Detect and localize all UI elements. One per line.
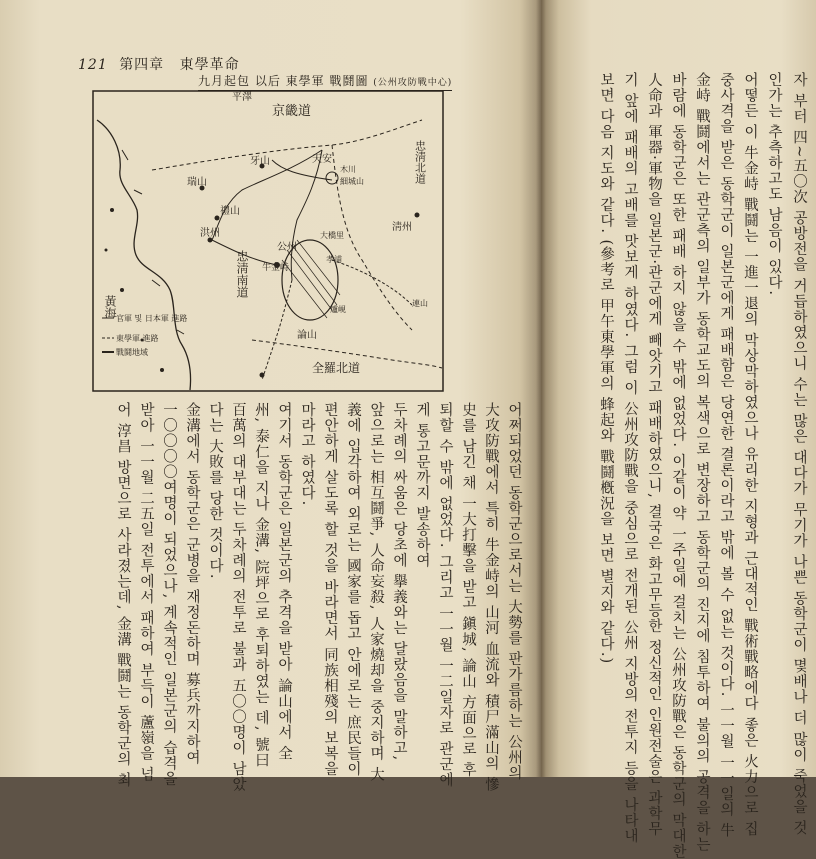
map-place-cheonan: 天安 [312, 154, 332, 165]
map-place-mokcheon: 木川 [340, 165, 356, 174]
page-number: 121 [78, 57, 108, 73]
battle-map [92, 90, 444, 392]
text-column: 인가는 추측하고도 남음이 있다. [766, 72, 782, 296]
text-column: 마라고 하였다. [299, 402, 315, 507]
map-title [198, 72, 452, 91]
text-column: 義에 입각하여 외로는 國家를 돕고 안에로는 庶民들이 [345, 402, 361, 777]
map-region-chungbuk: 忠淸北道 [413, 140, 427, 184]
text-column: 州, 泰仁을 지나 金溝, 院坪으로 후퇴하였는 데, 號曰 [253, 402, 269, 769]
map-place-cheongju: 淸州 [392, 222, 412, 233]
map-region-yellow-sea: 黃海 [103, 295, 117, 319]
text-column: 중사격을 받은 동학군이 일본군에게 패배함은 당연한 결론이라고 밖에 볼 수 없는 것이다. 一一월 一一일의 牛 [718, 72, 734, 839]
map-region-jeonbuk: 全羅北道 [312, 361, 361, 375]
map-title-note: (公州攻防戰中心) [373, 78, 453, 88]
map-place-gongju: 公州 [277, 242, 297, 253]
running-header [78, 54, 240, 74]
text-column: 大攻防戰에서 특히 牛金峙의 山河 血流와 積尸滿山의 慘 [483, 402, 499, 793]
text-column: 퇴할 수 밖에 없었다. 그리고 一一월 一二일자로 관군에 [437, 402, 453, 788]
text-column: 앞으로는 相互鬪爭, 人命妄殺, 人家燒却을 중지하며 大 [368, 402, 384, 783]
text-column: 人命과 軍器·軍物을 일본군·관군에게 빼앗기고 패배하였으니, 결국은 화고무등한 정신적인 인원전술은 과학무 [646, 72, 662, 837]
text-column: 보면 다음 지도와 같다. (參考로 甲午東學軍의 蜂起와 戰鬪槪況을 보면 별지와 같다.) [598, 72, 614, 665]
map-place-nohyeon: 爐峴 [330, 305, 346, 314]
map-place-seosan: 瑞山 [187, 177, 207, 188]
chapter-label: 第四章 [119, 57, 165, 73]
text-column: 받아 一一월 二五일 전투에서 패하여 부득이 蘆嶺을 넘 [138, 402, 154, 783]
text-column: 어 淳昌 방면으로 사라졌는데, 金溝 戰鬪는 동학군의 최 [115, 402, 131, 788]
map-region-gyeonggi: 京畿道 [272, 104, 312, 119]
text-column: 金峙 戰鬪에서는 관군측의 일부가 동학교도의 복색으로 변장하고 동학군의 진지에 침투하여 불의의 공격을 하는 [694, 72, 710, 853]
map-place-pyeongtaek: 平澤 [232, 92, 252, 103]
text-column: 게 통고문까지 발송하여 [414, 402, 430, 569]
text-column: 두차례의 싸움은 당초에 擧義와는 달랐음을 말하고, [391, 402, 407, 762]
text-column: 자 부터 四~五〇次 공방전을 거듭하였으니 수는 많은 대다가 무기가 나쁜 동학군이 몇배나 더 많이 죽었을 것 [791, 72, 807, 836]
text-column: 一〇〇〇〇여명이 되었으나, 계속적인 일본군의 습격을 [161, 402, 177, 787]
text-column: 어떻든 이 牛金峙 戰鬪는 一進一退의 막상막하였으나 유리한 지형과 근대적인 戰術戰略에다 좋은 火力으로 집 [742, 72, 758, 837]
text-column: 편안하게 살도록 할 것을 바라면서 同族相殘의 보복을 [322, 402, 338, 777]
map-place-daegyori: 大橋里 [320, 231, 344, 240]
text-column: 바람에 동학군은 또한 패배 하지 않을 수 밖에 없었다. 이같이 약 一주일에 걸치는 公州攻防戰은 동학군의 막대한 [670, 72, 686, 859]
map-place-seseongsan: 細城山 [340, 177, 364, 186]
text-column: 여기서 동학군은 일본군의 추격을 받아 論山에서 全 [276, 402, 292, 762]
legend-gov-route: 官軍 및 日本軍 進路 [116, 314, 188, 323]
map-place-hongju: 洪州 [200, 228, 220, 239]
text-column: 기 앞에 패배의 고배를 맛보게 하였다. 그럼 이 公州攻防戰을 중심으로 전개된 公州 지방의 전투지 등을 나타내 [622, 72, 638, 844]
legend-donghak-route: 東學軍 進路 [116, 334, 159, 343]
map-place-yeonsan: 連山 [412, 299, 428, 308]
legend-battle-zone: 戰鬪地域 [116, 348, 148, 357]
map-place-ugeumchi: 牛金峙 [262, 263, 290, 273]
book-gutter [536, 0, 546, 777]
section-label: 東學革命 [179, 57, 240, 73]
text-column: 史를 남긴 채 一大打擊을 받고 鎭城, 論山 方面으로 후 [460, 402, 476, 778]
text-column: 金溝에서 동학군은 군병을 재정돈하며 募兵까지하여 [184, 402, 200, 766]
map-place-asan: 牙山 [250, 156, 270, 167]
map-title-text: 九月起包 以后 東學軍 戰鬪圖 [198, 74, 369, 88]
map-place-nonsan: 論山 [297, 330, 317, 341]
map-region-chungnam: 忠淸南道 [235, 250, 249, 298]
text-column: 어쩌되었던 동학군으로서는 大勢를 판가름하는 公州의 [506, 402, 522, 781]
text-column: 다는 大敗를 당한 것이다. [207, 402, 223, 580]
map-place-yesan: 禮山 [220, 206, 240, 217]
text-column: 百萬의 대부대는 두차례의 전투로 불과 五〇〇명이 남았 [230, 402, 246, 793]
map-legend [102, 313, 187, 357]
map-place-hyopo: 孝浦 [326, 255, 342, 264]
